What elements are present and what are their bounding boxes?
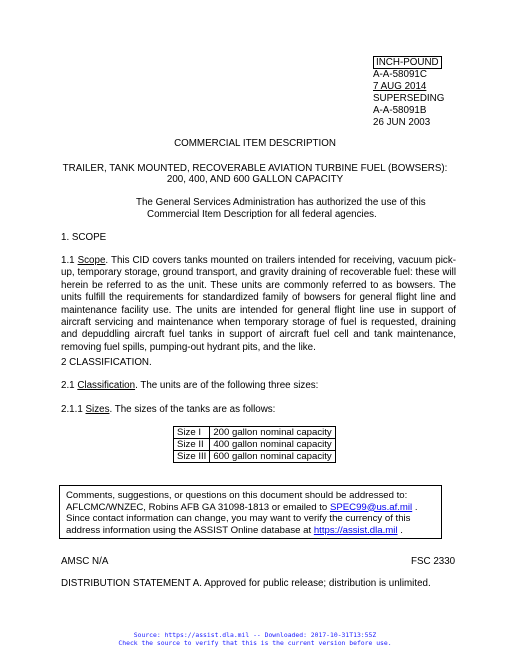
p211-number: 2.1.1 <box>61 404 86 415</box>
document-date: 7 AUG 2014 <box>373 81 427 92</box>
superseded-date: 26 JUN 2003 <box>373 117 431 128</box>
p21-label: Classification <box>77 380 136 391</box>
scope-para-text: . This CID covers tanks mounted on trailers intended for receiving, vacuum pick-up, temporary storage, ground transport, and gravity draining of recoverable fuel: these will herein be referred to as the unit. These units are commonly referred to as bowsers. The units fulfill the requirements for standardized family of bowsers for general flight line and maintenance facility use. The units are intended for general flight line use in support of aircraft servicing and maintenance when temporary storage of fuel is requested, draining and depuddling aircraft fuel tanks in support of aircraft fuel cell and tank maintenance, removing fuel spills, pumping-out hydrant pits, and the like. <box>61 255 456 353</box>
classification-paragraph <box>61 380 456 392</box>
comments-box <box>59 485 442 539</box>
source-footer <box>0 631 510 647</box>
authorization-statement <box>136 197 426 221</box>
p21-number: 2.1 <box>61 380 78 391</box>
authorization-line-2: Commercial Item Description for all federal agencies. <box>147 209 377 220</box>
scope-para-label: Scope <box>77 255 106 266</box>
p211-label: Sizes <box>85 404 110 415</box>
size-cell: Size III <box>174 451 210 463</box>
subtitle-line-1: TRAILER, TANK MOUNTED, RECOVERABLE AVIATION TURBINE FUEL (BOWSERS): <box>62 163 448 174</box>
table-row <box>174 439 336 451</box>
table-row <box>174 427 336 439</box>
p211-text: . The sizes of the tanks are as follows: <box>109 404 276 415</box>
fsc-label: FSC 2330 <box>411 556 456 567</box>
authorization-line-1: The General Services Administration has authorized the use of this <box>136 197 426 208</box>
classification-heading: 2 CLASSIFICATION. <box>61 357 152 368</box>
assist-url-link[interactable]: https://assist.dla.mil <box>313 524 398 536</box>
document-identifier-block <box>373 56 444 129</box>
distribution-statement: DISTRIBUTION STATEMENT A. Approved for public release; distribution is unlimited. <box>61 578 431 589</box>
sizes-paragraph <box>61 404 456 416</box>
scope-para-number: 1.1 <box>61 255 78 266</box>
comments-text-a: AFLCMC/WNZEC, Robins AFB GA 31098-1813 or emailed to <box>66 501 330 513</box>
comments-body <box>66 502 435 537</box>
superseded-number: A-A-58091B <box>373 105 427 116</box>
sizes-table <box>173 426 336 463</box>
document-number: A-A-58091C <box>373 69 427 80</box>
email-link[interactable]: SPEC99@us.af.mil <box>329 501 413 513</box>
source-line-2: Check the source to verify that this is the current version before use. <box>118 639 392 647</box>
comments-line-1: Comments, suggestions, or questions on this document should be addressed to: <box>66 490 408 501</box>
size-cell: Size I <box>174 427 210 439</box>
scope-heading: 1. SCOPE <box>61 232 107 243</box>
p21-text: . The units are of the following three sizes: <box>135 380 319 391</box>
capacity-cell: 200 gallon nominal capacity <box>210 427 335 439</box>
capacity-cell: 600 gallon nominal capacity <box>210 451 335 463</box>
superseding-label: SUPERSEDING <box>373 93 445 104</box>
document-title: COMMERCIAL ITEM DESCRIPTION <box>174 138 336 149</box>
scope-paragraph <box>61 255 456 354</box>
comments-text-c: . <box>397 524 403 536</box>
subtitle-line-2: 200, 400, AND 600 GALLON CAPACITY <box>166 174 344 185</box>
comments-text-b: . Since contact information can change, you may want to verify the currency of this address information using the ASSIST Online database at <box>66 501 418 536</box>
inch-pound-label: INCH-POUND <box>373 56 442 69</box>
size-cell: Size II <box>174 439 210 451</box>
table-row <box>174 451 336 463</box>
amsc-label: AMSC N/A <box>61 556 109 567</box>
capacity-cell: 400 gallon nominal capacity <box>210 439 335 451</box>
source-line-1: Source: https://assist.dla.mil -- Downloaded: 2017-10-31T13:55Z <box>133 631 377 639</box>
